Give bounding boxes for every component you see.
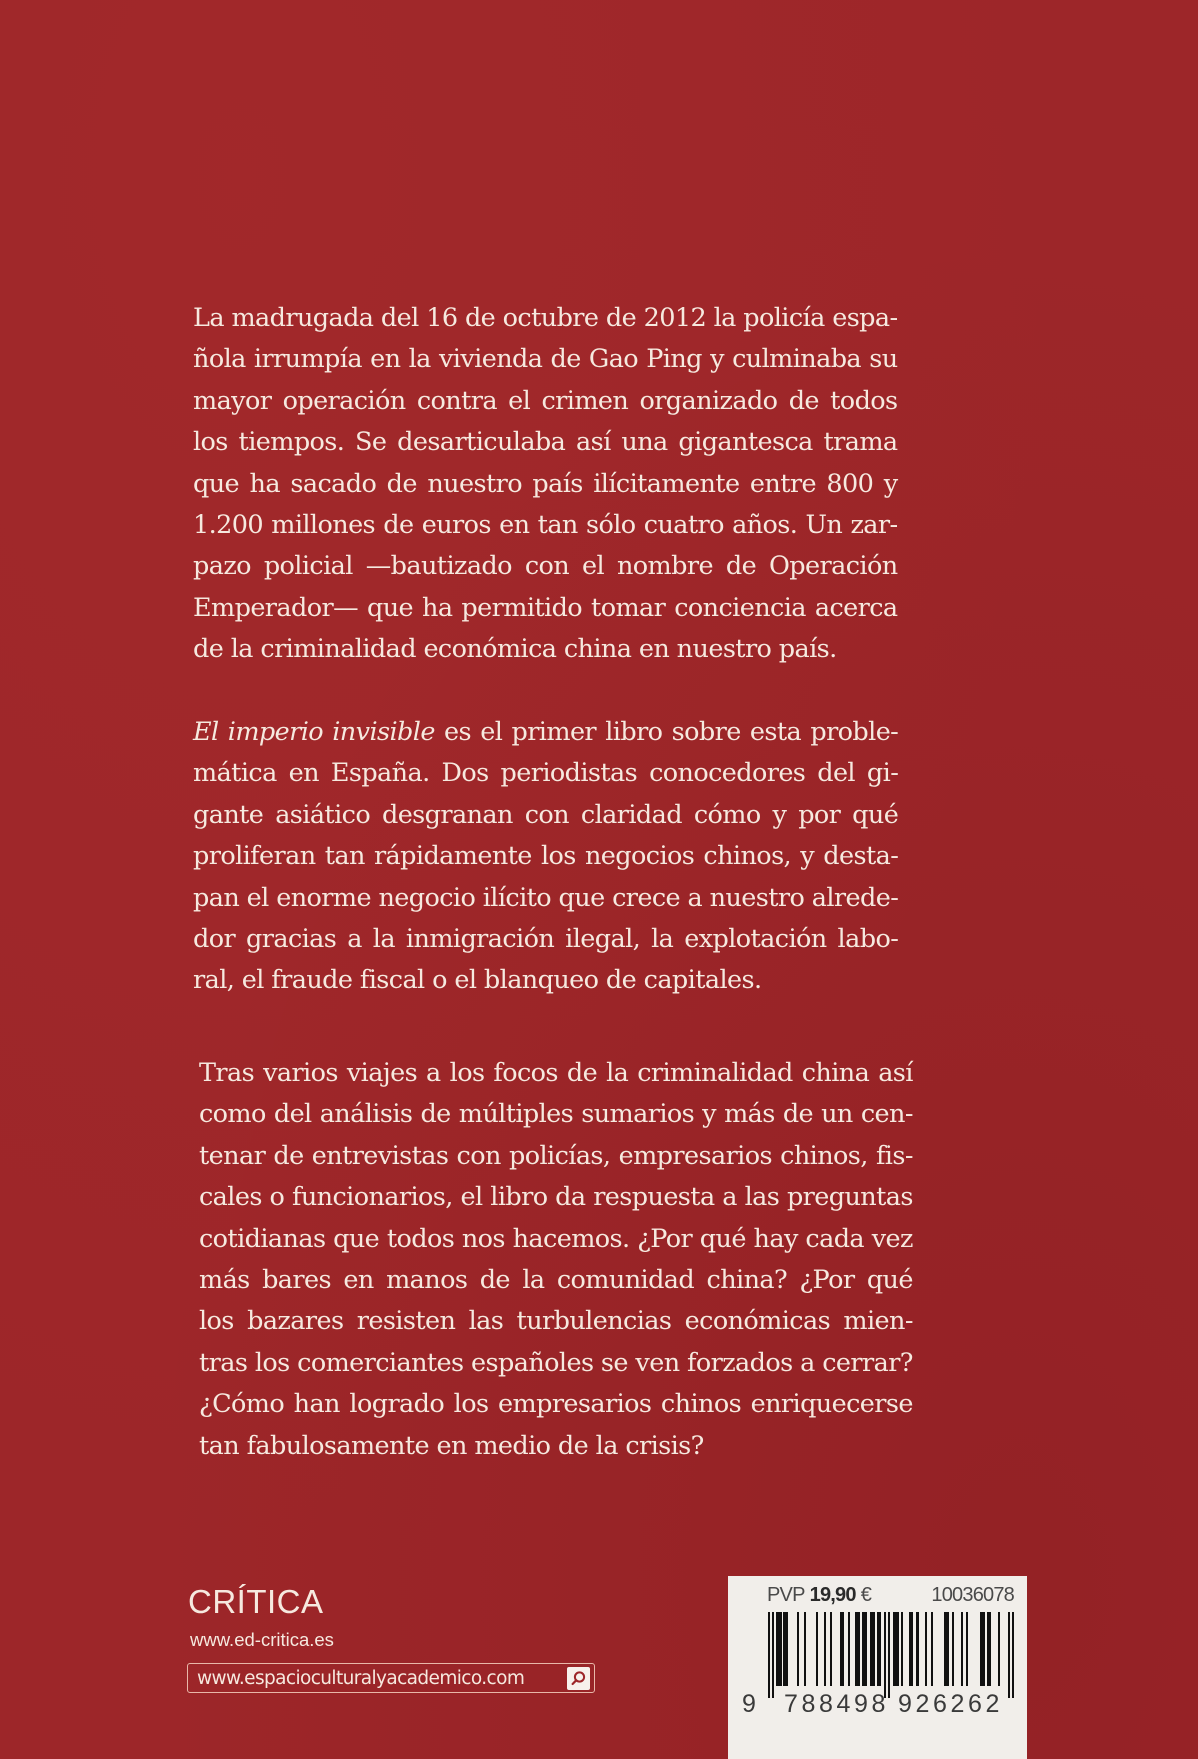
blurb-line: 1.200 millones de euros en tan sólo cuatro años. Un zar-: [193, 510, 898, 541]
blurb-line: tras los comerciantes españoles se ven forzados a cerrar?: [199, 1347, 913, 1378]
blurb-line: ¿Cómo han logrado los empresarios chinos enriquecerse: [199, 1389, 913, 1420]
blurb-line: que ha sacado de nuestro país ilícitamente entre 800 y: [193, 468, 898, 499]
blurb-line: mayor operación contra el crimen organizado de todos: [193, 385, 898, 416]
price-value: 19,90: [809, 1584, 856, 1606]
blurb-line: pan el enorme negocio ilícito que crece a nuestro alrede-: [193, 882, 899, 913]
blurb-line: Emperador— que ha permitido tomar conciencia acerca: [193, 592, 898, 623]
blurb-line: pazo policial —bautizado con el nombre de Operación: [193, 551, 898, 582]
publisher-website[interactable]: www.ed-critica.es: [190, 1629, 334, 1650]
blurb-line: los tiempos. Se desarticulaba así una gigantesca trama: [193, 427, 898, 458]
blurb-line: tan fabulosamente en medio de la crisis?: [199, 1430, 704, 1461]
blurb-line: ral, el fraude fiscal o el blanqueo de capitales.: [193, 965, 762, 996]
blurb-line: gante asiático desgranan con claridad cómo y por qué: [193, 799, 899, 830]
blurb-line: más bares en manos de la comunidad china? ¿Por qué: [199, 1265, 913, 1296]
blurb-paragraph-3: [199, 1053, 913, 1467]
isbn-first-digit: 9: [742, 1690, 760, 1718]
isbn-group-1: 788498: [784, 1690, 890, 1718]
blurb-line: los bazares resisten las turbulencias económicas mien-: [199, 1306, 913, 1337]
book-title-italic: El imperio invisible: [193, 717, 435, 747]
blurb-line: [193, 712, 898, 753]
isbn-group-2: 926262: [898, 1690, 1004, 1718]
blurb-line: tenar de entrevistas con policías, empresarios chinos, fis-: [199, 1140, 913, 1171]
blurb-line: proliferan tan rápidamente los negocios chinos, y desta-: [193, 841, 899, 872]
blurb-line: mática en España. Dos periodistas conocedores del gi-: [193, 758, 899, 789]
blurb-paragraph-1: [193, 298, 898, 671]
barcode-bars: [768, 1612, 1016, 1698]
blurb-line-rest: es el primer libro sobre esta proble-: [434, 717, 899, 747]
search-icon[interactable]: [567, 1667, 590, 1690]
blurb-line: cales o funcionarios, el libro da respuesta a las preguntas: [199, 1182, 913, 1213]
search-box[interactable]: [187, 1663, 595, 1693]
blurb-line: cotidianas que todos nos hacemos. ¿Por qué hay cada vez: [199, 1223, 913, 1254]
blurb-line: de la criminalidad económica china en nuestro país.: [193, 634, 837, 665]
publisher-logo: CRÍTICA: [188, 1583, 324, 1620]
price-label: PVP: [767, 1584, 805, 1606]
blurb-line: ñola irrumpía en la vivienda de Gao Ping y culminaba su: [193, 344, 898, 375]
price: [767, 1584, 871, 1607]
price-currency: €: [860, 1584, 872, 1606]
blurb-line: dor gracias a la inmigración ilegal, la explotación labo-: [193, 924, 899, 955]
price-row: [767, 1584, 1014, 1608]
blurb-line: Tras varios viajes a los focos de la criminalidad china así: [199, 1058, 913, 1088]
blurb-line: como del análisis de múltiples sumarios y más de un cen-: [199, 1099, 913, 1130]
blurb-line: La madrugada del 16 de octubre de 2012 la policía espa-: [193, 303, 898, 333]
internal-code: 10036078: [931, 1584, 1014, 1606]
blurb-paragraph-2: [193, 712, 898, 1002]
search-box-text[interactable]: www.espacioculturalyacademico.com: [197, 1667, 525, 1689]
barcode-label: [728, 1576, 1027, 1759]
